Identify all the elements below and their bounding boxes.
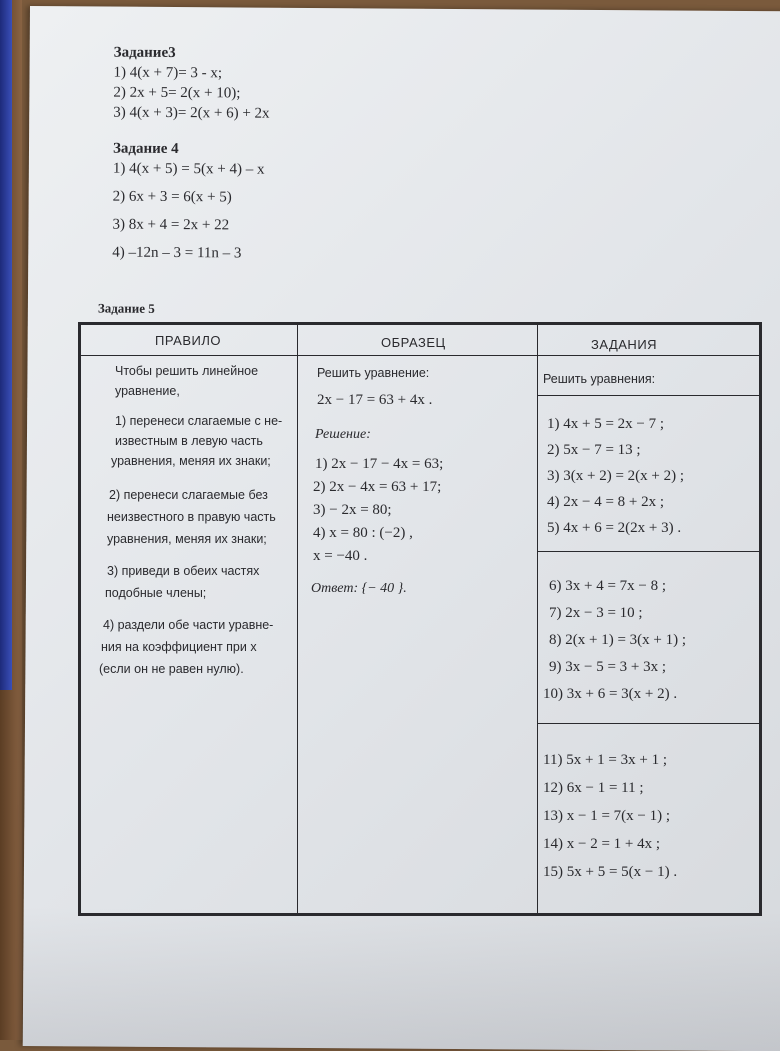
header-sample: ОБРАЗЕЦ xyxy=(381,335,446,350)
task5-eq-14: 14) x − 2 = 1 + 4x ; xyxy=(543,836,661,852)
rules-table xyxy=(78,322,762,916)
task5-eq-4: 4) 2x − 4 = 8 + 2x ; xyxy=(547,494,665,510)
sample-step-3: 3) − 2x = 80; xyxy=(313,502,392,518)
task5-eq-3: 3) 3(x + 2) = 2(x + 2) ; xyxy=(547,468,685,484)
task5-eq-6: 6) 3x + 4 = 7x − 8 ; xyxy=(549,578,667,594)
task5-eq-15: 15) 5x + 5 = 5(x − 1) . xyxy=(543,864,678,880)
rule-line-12: ния на коэффициент при x xyxy=(101,640,257,654)
group1-divider xyxy=(537,551,759,552)
header-tasks: ЗАДАНИЯ xyxy=(591,337,658,352)
task3-item-2: 2) 2x + 5= 2(x + 10); xyxy=(113,84,241,102)
sample-step-2: 2) 2x − 4x = 63 + 17; xyxy=(313,479,442,495)
task5-eq-13: 13) x − 1 = 7(x − 1) ; xyxy=(543,808,671,824)
task5-eq-10: 10) 3x + 6 = 3(x + 2) . xyxy=(543,686,678,702)
column-divider-1 xyxy=(297,325,298,913)
task3-item-1: 1) 4(x + 7)= 3 - x; xyxy=(113,64,223,82)
task4-item-2: 2) 6x + 3 = 6(x + 5) xyxy=(112,188,232,206)
sample-step-5: x = −40 . xyxy=(313,548,368,564)
blue-folder-edge xyxy=(0,0,12,690)
paper-shade xyxy=(23,906,780,1051)
header-divider xyxy=(81,355,759,356)
task4-item-3: 3) 8x + 4 = 2x + 22 xyxy=(112,216,230,234)
task5-eq-1: 1) 4x + 5 = 2x − 7 ; xyxy=(547,416,665,432)
task5-eq-8: 8) 2(x + 1) = 3(x + 1) ; xyxy=(549,632,687,648)
task5-eq-11: 11) 5x + 1 = 3x + 1 ; xyxy=(543,752,667,768)
sample-step-1: 1) 2x − 17 − 4x = 63; xyxy=(315,456,444,472)
sample-solution-label: Решение: xyxy=(315,427,371,442)
rule-line-11: 4) раздели обе части уравне- xyxy=(103,618,274,632)
sample-equation: 2x − 17 = 63 + 4x . xyxy=(317,392,433,408)
task5-eq-2: 2) 5x − 7 = 13 ; xyxy=(547,442,641,458)
task3-title: Задание3 xyxy=(113,44,176,62)
sample-answer: Ответ: {− 40 }. xyxy=(311,581,407,596)
rule-line-10: подобные члены; xyxy=(105,586,207,600)
sample-intro: Решить уравнение: xyxy=(317,366,430,380)
rule-line-5: уравнения, меняя их знаки; xyxy=(111,454,271,468)
task5-eq-9: 9) 3x − 5 = 3 + 3x ; xyxy=(549,659,667,675)
task5-title: Задание 5 xyxy=(97,300,155,316)
group2-divider xyxy=(537,723,759,724)
rule-line-9: 3) приведи в обеих частях xyxy=(107,564,260,578)
task4-item-1: 1) 4(x + 5) = 5(x + 4) – x xyxy=(112,160,265,178)
rule-line-2: уравнение, xyxy=(115,384,180,398)
rule-line-4: известным в левую часть xyxy=(115,434,263,448)
rule-line-7: неизвестного в правую часть xyxy=(107,510,276,524)
column-divider-2 xyxy=(537,325,538,913)
rule-line-6: 2) перенеси слагаемые без xyxy=(109,488,268,502)
task4-item-4: 4) –12n – 3 = 11n – 3 xyxy=(112,244,242,262)
header-rule: ПРАВИЛО xyxy=(155,333,221,348)
rule-line-13: (если он не равен нулю). xyxy=(99,662,244,676)
tasks-intro: Решить уравнения: xyxy=(543,372,656,386)
task5-eq-7: 7) 2x − 3 = 10 ; xyxy=(549,605,643,621)
sample-step-4: 4) x = 80 : (−2) , xyxy=(313,525,413,541)
rule-line-1: Чтобы решить линейное xyxy=(115,364,259,378)
tasks-intro-divider xyxy=(537,395,759,396)
task4-title: Задание 4 xyxy=(112,140,179,158)
task5-eq-12: 12) 6x − 1 = 11 ; xyxy=(543,780,644,796)
rule-line-3: 1) перенеси слагаемые с не- xyxy=(115,414,283,428)
task3-item-3: 3) 4(x + 3)= 2(x + 6) + 2x xyxy=(113,104,270,122)
rule-line-8: уравнения, меняя их знаки; xyxy=(107,532,267,546)
task5-eq-5: 5) 4x + 6 = 2(2x + 3) . xyxy=(547,520,682,536)
